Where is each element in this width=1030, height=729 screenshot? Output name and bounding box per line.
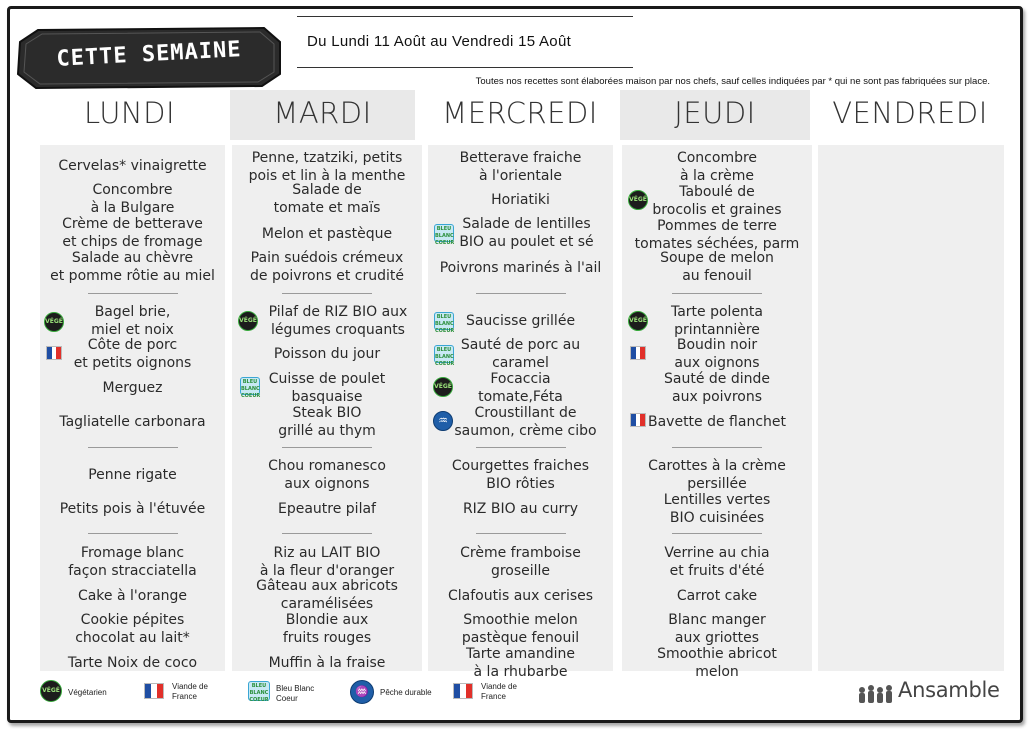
menu-item: Côte de porc et petits oignons	[73, 337, 192, 371]
menu-item: Smoothie melon pastèque fenouil	[461, 612, 580, 646]
menu-item: Concombre à la Bulgare	[90, 182, 175, 216]
vegetarian-icon: VÉGÉ	[238, 311, 258, 331]
day-header-mercredi: MERCREDI	[442, 96, 598, 130]
bleu-blanc-coeur-icon: BLEU BLANC COEUR	[435, 226, 455, 246]
legend-label: Viande de France	[481, 682, 517, 701]
menu-item: Penne rigate	[88, 467, 177, 483]
france-flag-icon	[630, 413, 646, 427]
menu-item: Poivrons marinés à l'ail	[439, 260, 602, 276]
section-divider	[282, 293, 372, 294]
day-header-mardi: MARDI	[230, 90, 415, 140]
day-column-jeudi	[622, 145, 812, 680]
menu-item: Lentilles vertes BIO cuisinées	[663, 492, 771, 526]
section-divider	[88, 447, 178, 448]
menu-item: Salade au chèvre et pomme rôtie au miel	[50, 250, 215, 284]
vegetarian-icon: VÉGÉ	[433, 377, 453, 397]
menu-item: Bavette de flanchet	[647, 414, 787, 430]
day-header-lundi: LUNDI	[83, 96, 175, 130]
day-column-vendredi	[818, 145, 1004, 671]
logo-mark-icon	[856, 682, 896, 706]
section-divider	[476, 293, 566, 294]
france-flag-icon	[453, 683, 473, 699]
menu-item: Melon et pastèque	[261, 226, 393, 242]
fish-icon: ♒	[433, 411, 453, 431]
menu-item: Sauté de porc au caramel	[460, 337, 581, 371]
section-divider	[88, 533, 178, 534]
ansamble-logo	[856, 676, 1006, 708]
menu-item: Poisson du jour	[273, 346, 381, 362]
section-divider	[672, 533, 762, 534]
section-divider	[476, 533, 566, 534]
vegetarian-icon: VÉGÉ	[628, 311, 648, 331]
menu-item: Tarte amandine à la rhubarbe	[465, 646, 576, 680]
menu-item: Tarte polenta printannière	[670, 304, 764, 338]
menu-item: Concombre à la crème	[676, 150, 758, 184]
legend-label: Végétarien	[68, 688, 107, 697]
day-column-mardi	[232, 145, 422, 671]
menu-item: Pommes de terre tomates séchées, parm	[634, 218, 800, 252]
menu-item: Cookie pépites chocolat au lait*	[75, 612, 190, 646]
menu-item: Courgettes fraiches BIO rôties	[451, 458, 590, 492]
day-header-jeudi: JEUDI	[620, 90, 810, 140]
legend-label: Pêche durable	[380, 688, 432, 697]
fish-icon: ♒	[350, 680, 374, 704]
bleu-blanc-coeur-icon: BLEU BLANC COEUR	[241, 379, 261, 399]
section-divider	[282, 533, 372, 534]
menu-item: Boudin noir aux oignons	[674, 337, 760, 371]
bleu-blanc-coeur-icon: BLEU BLANC COEUR	[435, 347, 455, 367]
menu-item: RIZ BIO au curry	[462, 501, 579, 517]
logo-text: Ansamble	[898, 678, 1000, 702]
france-flag-icon	[46, 346, 62, 360]
menu-item: Carrot cake	[676, 588, 758, 604]
menu-item: Clafoutis aux cerises	[447, 588, 594, 604]
menu-item: Blanc manger aux griottes	[668, 612, 766, 646]
date-rule-bottom	[297, 67, 633, 68]
bleu-blanc-coeur-icon: BLEU BLANC COEUR	[249, 683, 269, 703]
menu-item: Smoothie abricot melon	[657, 646, 777, 680]
vegetarian-icon: VÉGÉ	[44, 312, 64, 332]
menu-item: Epeautre pilaf	[278, 501, 376, 517]
menu-item: Gâteau aux abricots caramélisées	[256, 578, 398, 612]
menu-item: Pain suédois crémeux de poivrons et crudité	[250, 250, 404, 284]
menu-item: Crème de betterave et chips de fromage	[62, 216, 203, 250]
menu-item: Bagel brie, miel et noix	[91, 304, 174, 338]
menu-item: Carottes à la crème persillée	[648, 458, 786, 492]
menu-item: Blondie aux fruits rouges	[282, 612, 372, 646]
menu-item: Riz au LAIT BIO à la fleur d'oranger	[259, 545, 395, 579]
menu-item: Cuisse de poulet basquaise	[268, 371, 386, 405]
section-divider	[672, 447, 762, 448]
menu-item: Crème framboise groseille	[460, 545, 581, 579]
menu-item: Cake à l'orange	[77, 588, 188, 604]
france-flag-icon	[630, 346, 646, 360]
menu-item: Horiatiki	[491, 192, 550, 208]
week-dates: Du Lundi 11 Août au Vendredi 15 Août	[307, 33, 572, 50]
legend-label: Viande de France	[172, 682, 208, 701]
day-header-vendredi: VENDREDI	[832, 96, 988, 130]
bleu-blanc-coeur-icon: BLEU BLANC COEUR	[435, 314, 455, 334]
week-tag	[14, 24, 284, 90]
menu-item: Pilaf de RIZ BIO aux légumes croquants	[268, 304, 408, 338]
legend-label: Bleu Blanc Coeur	[276, 684, 315, 703]
menu-item: Tarte Noix de coco	[67, 655, 198, 671]
section-divider	[672, 293, 762, 294]
vegetarian-icon: VÉGÉ	[40, 680, 62, 702]
section-divider	[88, 293, 178, 294]
menu-item: Croustillant de saumon, crème cibo	[454, 405, 597, 439]
menu-item: Salade de tomate et maïs	[273, 182, 381, 216]
menu-item: Merguez	[102, 380, 163, 396]
menu-item: Tagliatelle carbonara	[59, 414, 206, 430]
menu-item: Cervelas* vinaigrette	[58, 158, 207, 174]
menu-item: Fromage blanc façon stracciatella	[68, 545, 197, 579]
menu-item: Soupe de melon au fenouil	[660, 250, 774, 284]
menu-item: Focaccia tomate,Féta	[478, 371, 563, 405]
date-rule-top	[297, 16, 633, 17]
menu-item: Penne, tzatziki, petits pois et lin à la menthe	[248, 150, 406, 184]
vegetarian-icon: VÉGÉ	[628, 190, 648, 210]
section-divider	[476, 447, 566, 448]
tag-title: CETTE SEMAINE	[55, 37, 243, 72]
day-column-mercredi	[428, 145, 613, 680]
menu-item: Sauté de dinde aux poivrons	[664, 371, 770, 405]
france-flag-icon	[144, 683, 164, 699]
menu-item: Salade de lentilles BIO au poulet et sé	[459, 216, 594, 250]
menu-item: Petits pois à l'étuvée	[59, 501, 206, 517]
section-divider	[282, 447, 372, 448]
menu-item: Taboulé de brocolis et graines	[652, 184, 782, 218]
menu-item: Chou romanesco aux oignons	[268, 458, 386, 492]
day-column-lundi	[40, 145, 225, 671]
menu-item: Steak BIO grillé au thym	[278, 405, 376, 439]
menu-item: Saucisse grillée	[465, 313, 576, 329]
menu-item: Verrine au chia et fruits d'été	[664, 545, 770, 579]
menu-item: Muffin à la fraise	[268, 655, 386, 671]
menu-item: Betterave fraiche à l'orientale	[459, 150, 582, 184]
homemade-notice: Toutes nos recettes sont élaborées maison par nos chefs, sauf celles indiquées par * qui ne sont pas fabriquées sur place.	[475, 76, 990, 87]
